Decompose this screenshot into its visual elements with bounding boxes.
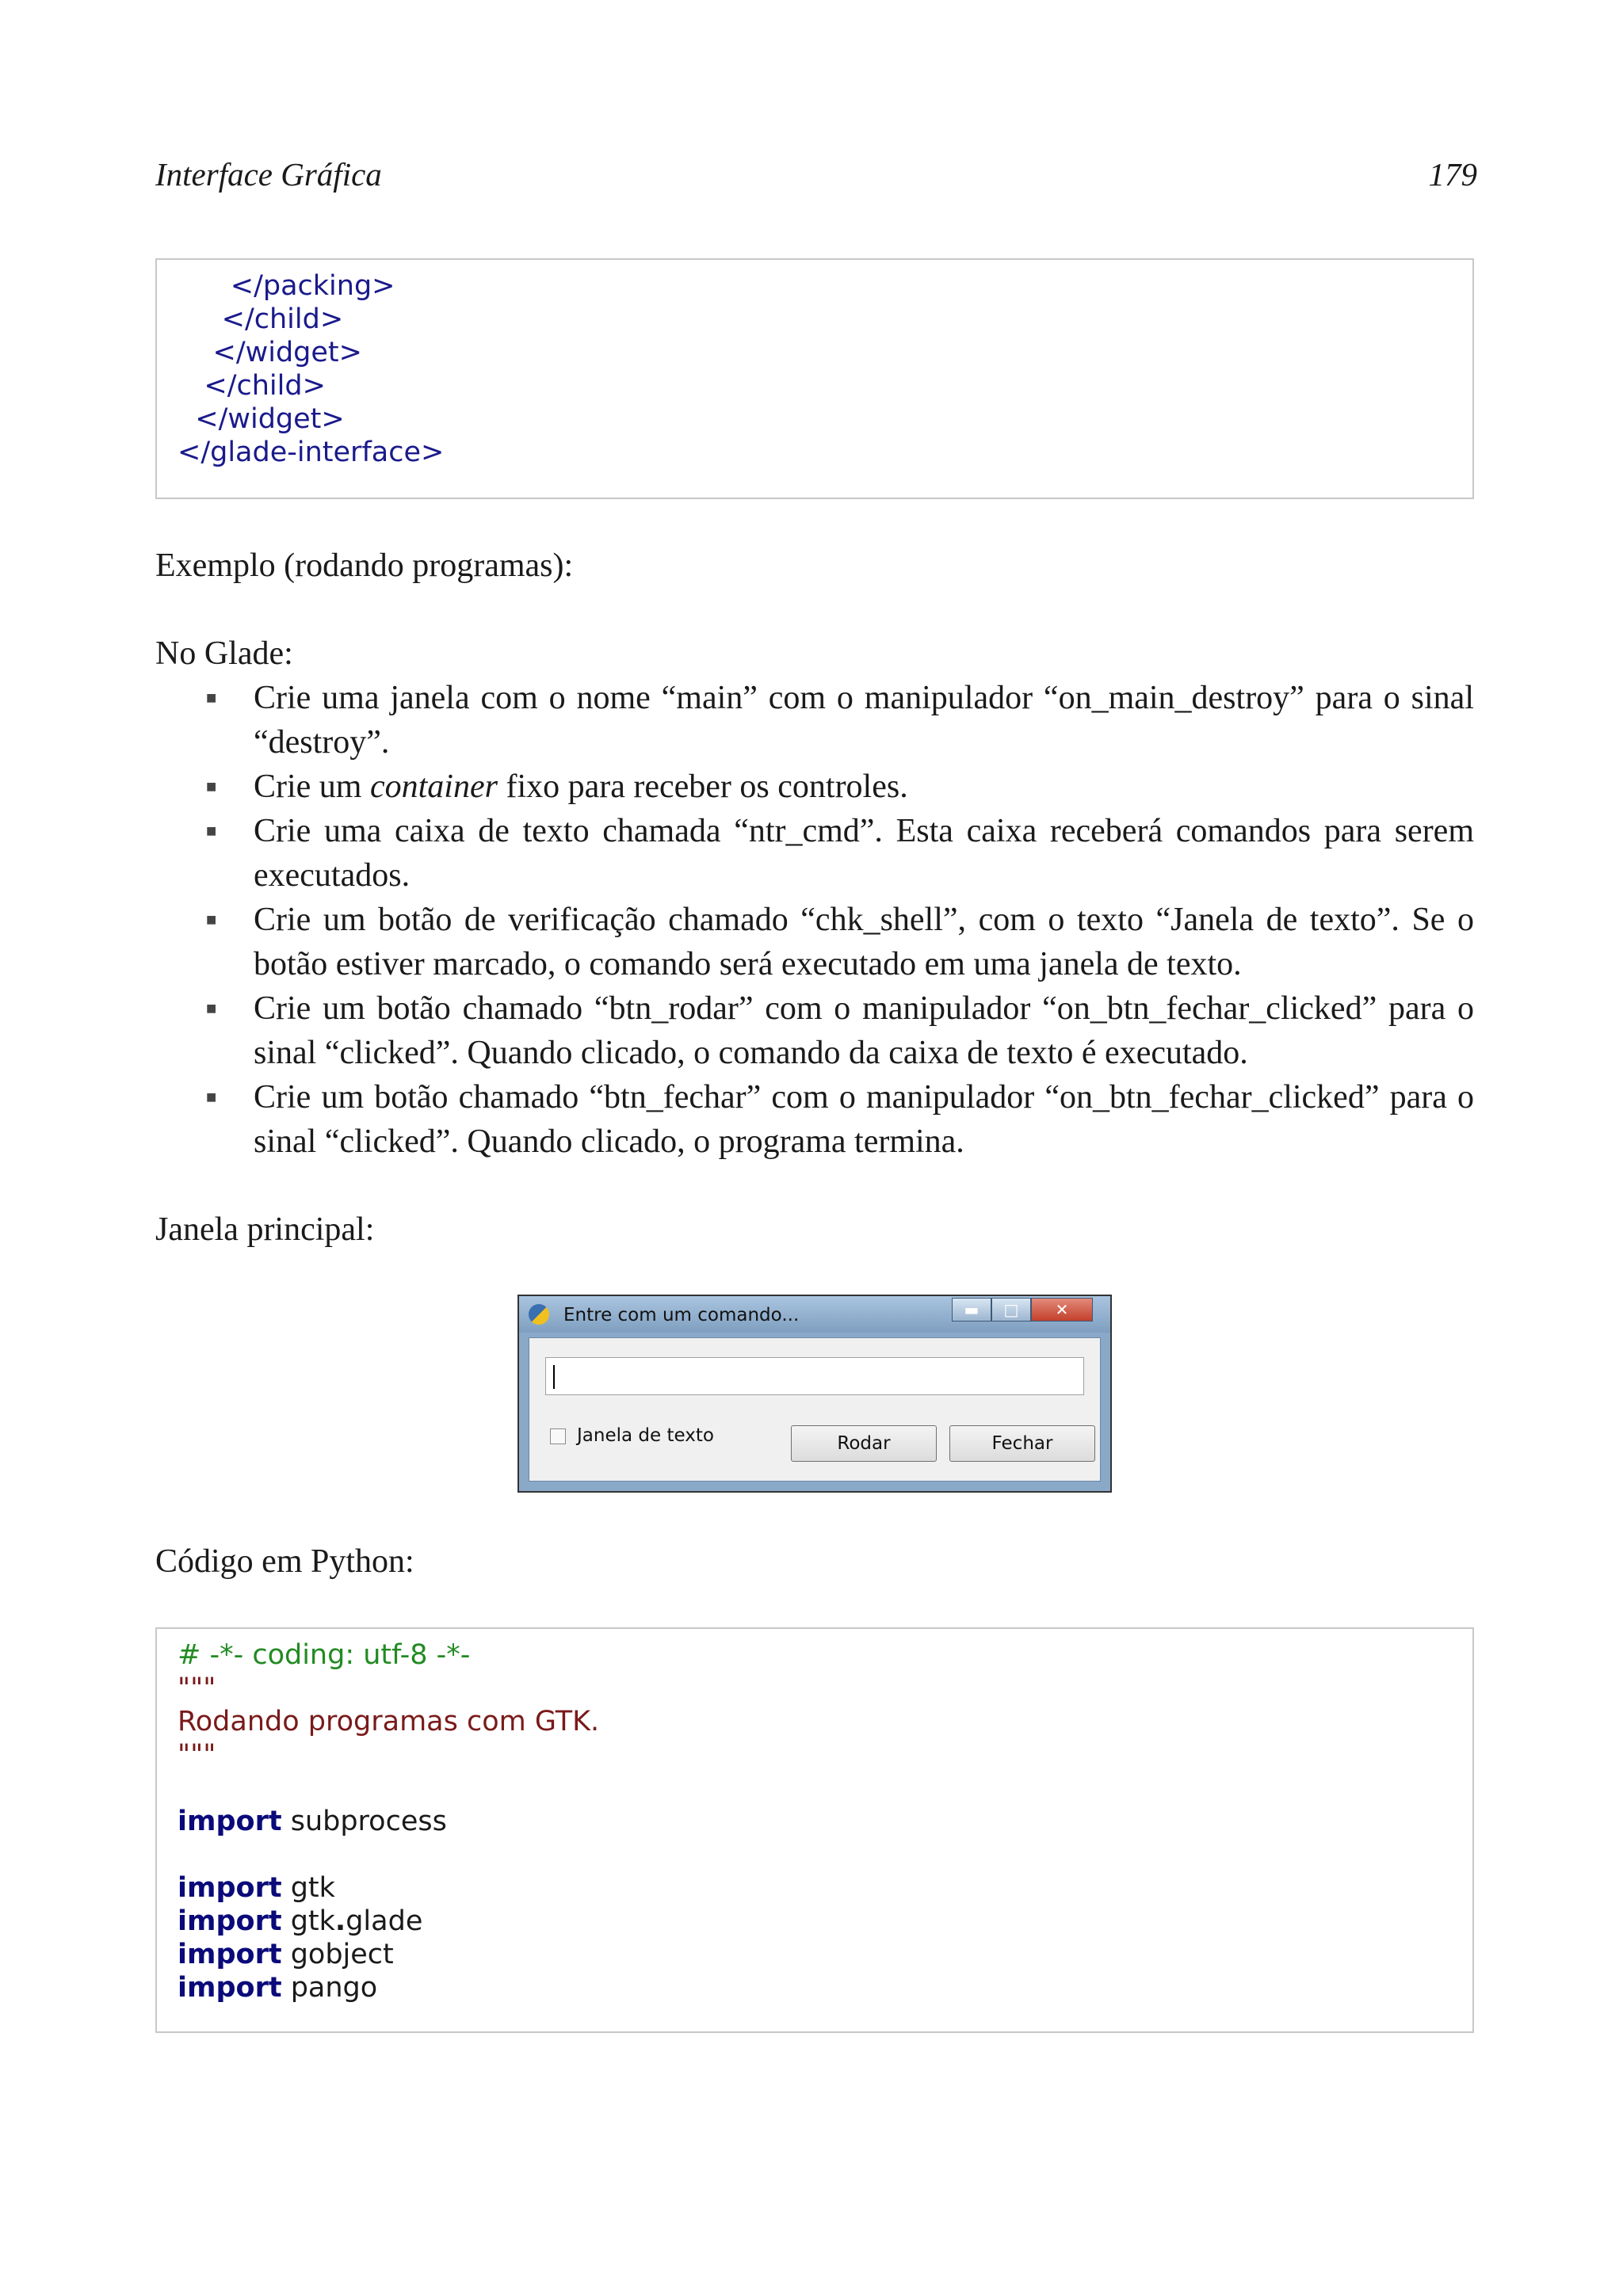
minimize-icon[interactable]: ▬	[952, 1298, 991, 1322]
code-line: Rodando programas com GTK.	[178, 1706, 600, 1737]
run-button[interactable]: Rodar	[791, 1425, 937, 1462]
code-line: """	[178, 1739, 216, 1771]
code-line: # -*- coding: utf-8 -*-	[178, 1639, 471, 1671]
blank-line	[178, 1838, 1452, 1871]
blank-line	[178, 1772, 1452, 1805]
list-item: ■ Crie um botão chamado “btn_rodar” com o manipulador “on_btn_fechar_clicked” para o sinal “clicked”. Quando clicado, o comando da caixa de texto é executado.	[206, 990, 1474, 1071]
code-line: </packing>	[178, 270, 395, 302]
main-window-heading: Janela principal:	[155, 1211, 375, 1248]
window-titlebar	[519, 1296, 1110, 1333]
code-line: </widget>	[178, 403, 345, 435]
window-controls	[952, 1298, 1093, 1322]
dialog-window-screenshot	[517, 1295, 1112, 1493]
header-title: Interface Gráfica	[155, 156, 382, 193]
code-line: import gobject	[178, 1939, 394, 1970]
code-line: """	[178, 1672, 216, 1704]
list-item: ■ Crie um botão chamado “btn_fechar” com o manipulador “on_btn_fechar_clicked” para o sinal “clicked”. Quando clicado, o programa termina.	[206, 1079, 1474, 1160]
code-line: </child>	[178, 370, 326, 402]
command-input[interactable]	[545, 1357, 1084, 1395]
python-heading: Código em Python:	[155, 1543, 414, 1580]
python-app-icon	[529, 1304, 549, 1325]
text-window-checkbox[interactable]	[550, 1428, 566, 1444]
code-line: import subprocess	[178, 1806, 447, 1837]
code-line: </glade-interface>	[178, 437, 445, 468]
list-item: ■ Crie um container fixo para receber os controles.	[206, 769, 908, 805]
close-button[interactable]: Fechar	[949, 1425, 1095, 1462]
xml-code-block	[155, 258, 1474, 499]
glade-heading: No Glade:	[155, 635, 293, 672]
code-line: import gtk	[178, 1872, 335, 1904]
checkbox-label: Janela de texto	[577, 1425, 714, 1446]
code-line: import pango	[178, 1972, 378, 2004]
glade-steps-list	[155, 676, 1474, 1164]
text-caret	[553, 1365, 555, 1389]
close-icon[interactable]: ✕	[1031, 1298, 1093, 1322]
code-line: import gtk.glade	[178, 1905, 423, 1937]
list-item: ■ Crie um botão de verificação chamado “chk_shell”, com o texto “Janela de texto”. Se o botão estiver marcado, o comando será executado em uma janela de texto.	[206, 902, 1474, 982]
python-code-block	[155, 1627, 1474, 2033]
code-line: </widget>	[178, 337, 362, 368]
list-item: ■ Crie uma caixa de texto chamada “ntr_cmd”. Esta caixa receberá comandos para serem executados.	[206, 813, 1474, 894]
list-item: ■ Crie uma janela com o nome “main” com o manipulador “on_main_destroy” para o sinal “destroy”.	[206, 680, 1474, 761]
maximize-icon[interactable]: □	[991, 1298, 1031, 1322]
page-number: 179	[1428, 156, 1477, 193]
window-client-area	[529, 1337, 1101, 1482]
intro-paragraph: Exemplo (rodando programas):	[155, 547, 574, 584]
window-title: Entre com um comando...	[563, 1305, 800, 1325]
code-line: </child>	[178, 303, 344, 335]
